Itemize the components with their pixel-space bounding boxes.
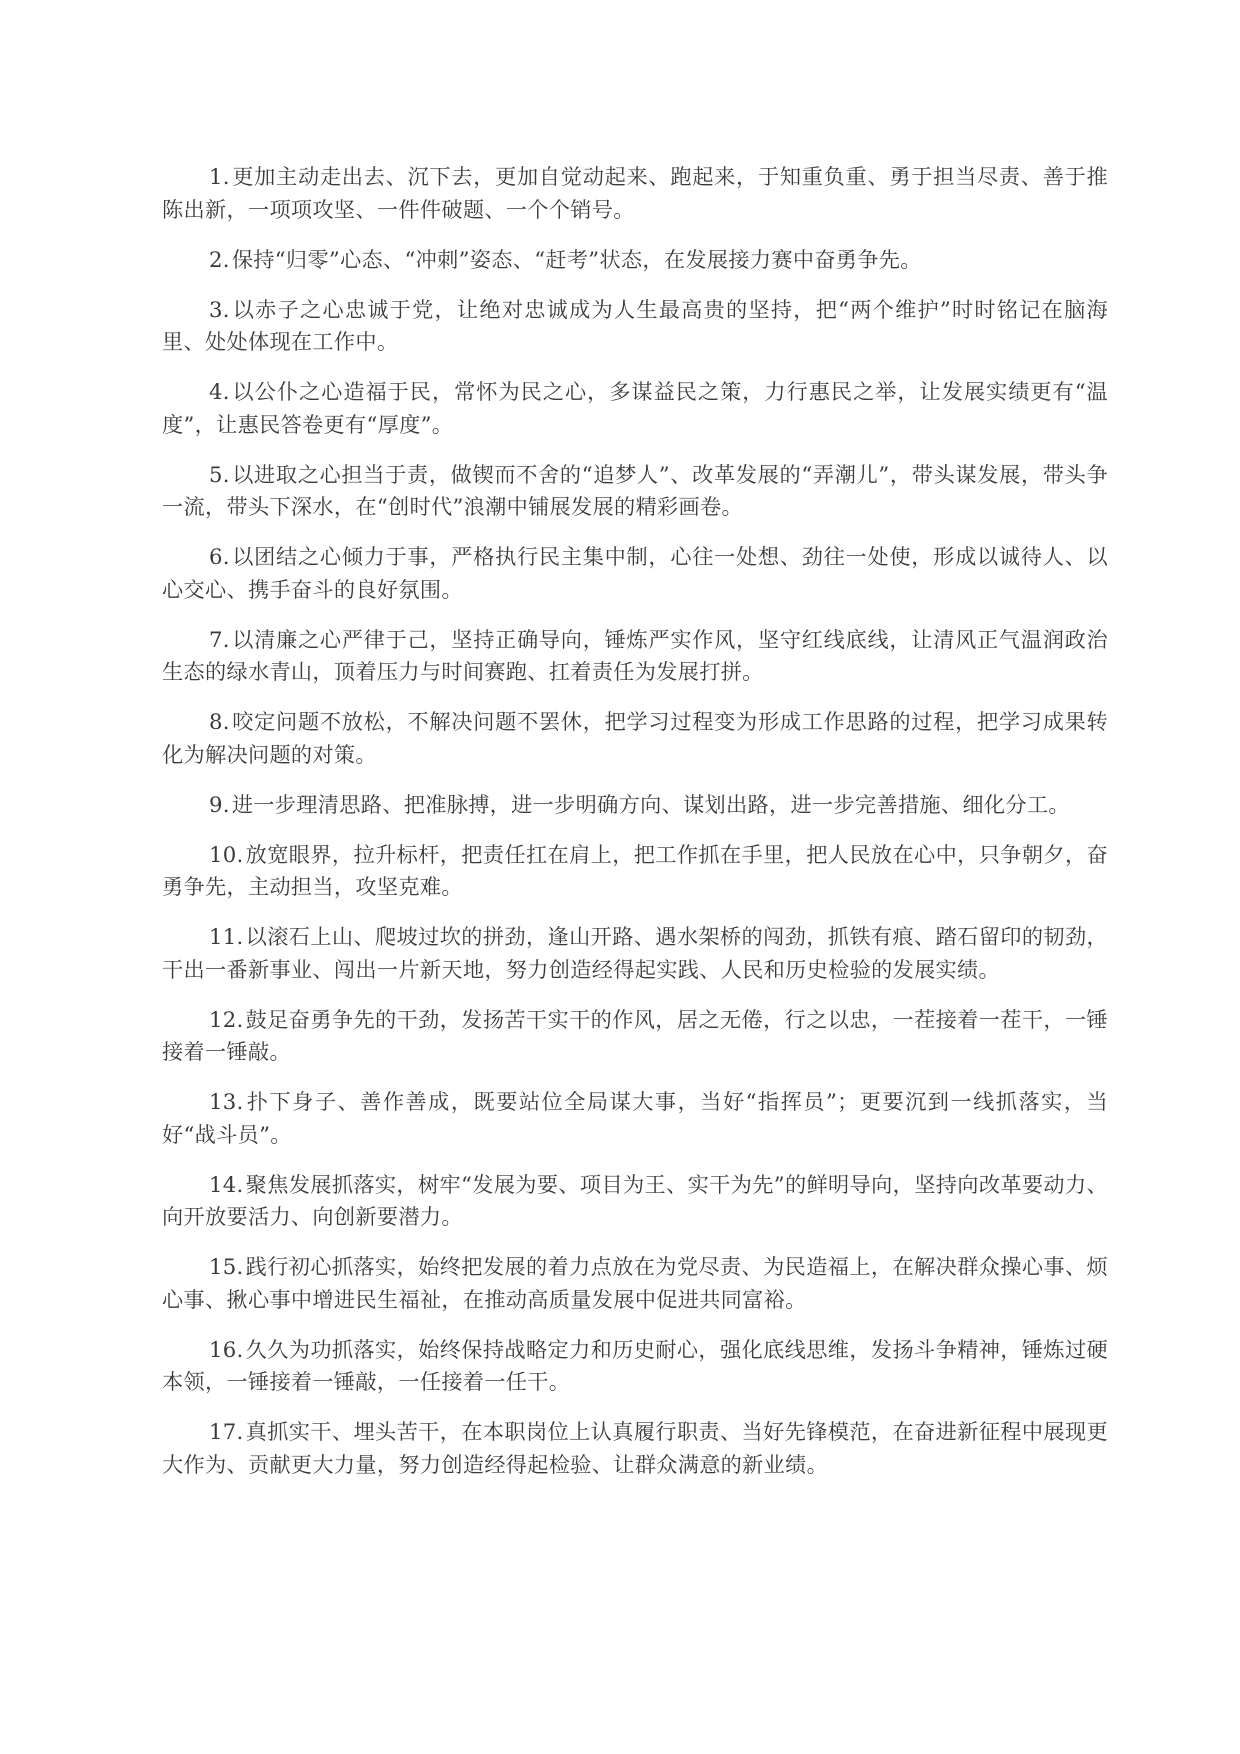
item-number: 16. — [209, 1336, 244, 1362]
item-number: 7. — [209, 626, 230, 652]
item-number: 6. — [209, 544, 230, 569]
item-text: 以清廉之心严律于己，坚持正确导向，锤炼严实作风，坚守红线底线，让清风正气温润政治生态的绿水青山，顶着压力与时间赛跑、扛着责任为发展打拼。 — [162, 626, 1108, 684]
list-item — [162, 1416, 1108, 1481]
list-item — [162, 459, 1108, 524]
item-text: 以公仆之心造福于民，常怀为民之心，多谋益民之策，力行惠民之举，让发展实绩更有“温度”，让惠民答卷更有“厚度”。 — [162, 379, 1108, 437]
item-number: 5. — [209, 461, 230, 487]
item-text: 以团结之心倾力于事，严格执行民主集中制，心往一处想、劲往一处使，形成以诚待人、以心交心、携手奋斗的良好氛围。 — [162, 544, 1108, 602]
item-text: 以赤子之心忠诚于党，让绝对忠诚成为人生最高贵的坚持，把“两个维护”时时铭记在脑海里、处处体现在工作中。 — [162, 296, 1108, 354]
item-number: 12. — [209, 1006, 244, 1032]
list-item — [162, 789, 1108, 822]
item-text: 进一步理清思路、把准脉搏，进一步明确方向、谋划出路，进一步完善措施、细化分工。 — [231, 791, 1070, 817]
item-text: 咬定问题不放松，不解决问题不罢休，把学习过程变为形成工作思路的过程，把学习成果转化为解决问题的对策。 — [162, 709, 1108, 767]
item-number: 17. — [209, 1419, 244, 1444]
list-item — [162, 1169, 1108, 1234]
item-number: 14. — [209, 1171, 244, 1197]
list-item — [162, 1004, 1108, 1069]
item-text: 更加主动走出去、沉下去，更加自觉动起来、跑起来，于知重负重、勇于担当尽责、善于推陈出新，一项项攻坚、一件件破题、一个个销号。 — [162, 164, 1108, 222]
item-number: 10. — [209, 841, 244, 867]
item-text: 久久为功抓落实，始终保持战略定力和历史耐心，强化底线思维，发扬斗争精神，锤炼过硬本领，一锤接着一锤敲，一任接着一任干。 — [162, 1336, 1108, 1394]
item-text: 践行初心抓落实，始终把发展的着力点放在为党尽责、为民造福上，在解决群众操心事、烦心事、揪心事中增进民生福祉，在推动高质量发展中促进共同富裕。 — [162, 1254, 1108, 1312]
list-item — [162, 161, 1108, 226]
list-item — [162, 1334, 1108, 1399]
item-text: 以滚石上山、爬坡过坎的拼劲，逢山开路、遇水架桥的闯劲，抓铁有痕、踏石留印的韧劲，干出一番新事业、闯出一片新天地，努力创造经得起实践、人民和历史检验的发展实绩。 — [162, 924, 1108, 982]
item-number: 13. — [209, 1089, 244, 1114]
list-item — [162, 244, 1108, 277]
list-item — [162, 624, 1108, 689]
list-item — [162, 294, 1108, 359]
item-text: 以进取之心担当于责，做锲而不舍的“追梦人”、改革发展的“弄潮儿”，带头谋发展，带头争一流，带头下深水，在“创时代”浪潮中铺展发展的精彩画卷。 — [162, 461, 1108, 519]
item-text: 保持“归零”心态、“冲刺”姿态、“赶考”状态，在发展接力赛中奋勇争先。 — [231, 246, 922, 272]
list-item — [162, 706, 1108, 771]
list-item — [162, 921, 1108, 986]
item-text: 真抓实干、埋头苦干，在本职岗位上认真履行职责、当好先锋模范，在奋进新征程中展现更大作为、贡献更大力量，努力创造经得起检验、让群众满意的新业绩。 — [162, 1419, 1108, 1477]
item-number: 3. — [209, 296, 230, 322]
item-number: 4. — [209, 379, 230, 404]
list-item — [162, 376, 1108, 441]
item-number: 9. — [209, 791, 230, 817]
item-number: 11. — [209, 924, 244, 949]
item-number: 8. — [209, 709, 230, 734]
item-number: 1. — [209, 164, 230, 189]
item-text: 扑下身子、善作善成，既要站位全局谋大事，当好“指挥员”；更要沉到一线抓落实，当好“战斗员”。 — [162, 1089, 1108, 1147]
list-item — [162, 1086, 1108, 1151]
item-text: 聚焦发展抓落实，树牢“发展为要、项目为王、实干为先”的鲜明导向，坚持向改革要动力、向开放要活力、向创新要潜力。 — [162, 1171, 1108, 1229]
list-item — [162, 1251, 1108, 1316]
list-item — [162, 541, 1108, 606]
list-item — [162, 839, 1108, 904]
item-text: 鼓足奋勇争先的干劲，发扬苦干实干的作风，居之无倦，行之以忠，一茬接着一茬干，一锤接着一锤敲。 — [162, 1006, 1108, 1064]
document-page — [162, 161, 1108, 1499]
item-number: 2. — [209, 246, 230, 272]
item-text: 放宽眼界，拉升标杆，把责任扛在肩上，把工作抓在手里，把人民放在心中，只争朝夕，奋勇争先，主动担当，攻坚克难。 — [162, 841, 1108, 899]
item-number: 15. — [209, 1254, 244, 1279]
